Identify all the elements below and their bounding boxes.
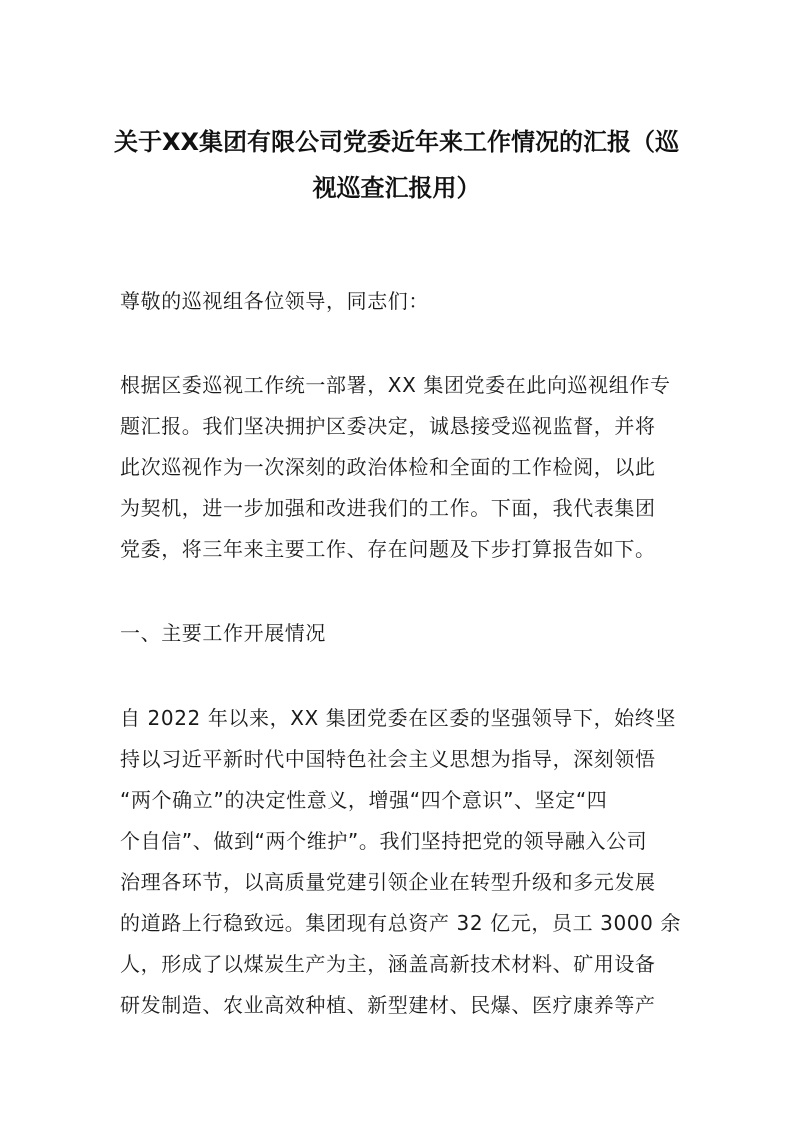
paragraph-2-line-4: 个自信”、做到“两个维护”。我们坚持把党的领导融入公司 <box>120 829 648 853</box>
paragraph-2-line-3: “两个确立”的决定性意义，增强“四个意识”、坚定“四 <box>120 788 608 812</box>
paragraph-2-line-1: 自 2022 年以来，XX 集团党委在区委的坚强领导下，始终坚 <box>120 706 676 730</box>
paragraph-1-line-1: 根据区委巡视工作统一部署，XX 集团党委在此向巡视组作专 <box>120 373 671 397</box>
paragraph-1-line-5: 党委，将三年来主要工作、存在问题及下步打算报告如下。 <box>120 537 656 561</box>
salutation: 尊敬的巡视组各位领导，同志们： <box>120 289 429 313</box>
document-title-line-1: 关于XX集团有限公司党委近年来工作情况的汇报（巡 <box>113 128 679 156</box>
section-heading: 一、主要工作开展情况 <box>120 621 326 645</box>
paragraph-2-line-5: 治理各环节，以高质量党建引领企业在转型升级和多元发展 <box>120 870 656 894</box>
paragraph-2-line-2: 持以习近平新时代中国特色社会主义思想为指导，深刻领悟 <box>120 747 656 771</box>
paragraph-1-line-2: 题汇报。我们坚决拥护区委决定，诚恳接受巡视监督，并将 <box>120 414 656 438</box>
paragraph-1-line-3: 此次巡视作为一次深刻的政治体检和全面的工作检阅，以此 <box>120 455 656 479</box>
paragraph-2-line-6: 的道路上行稳致远。集团现有总资产 32 亿元，员工 3000 余 <box>120 911 681 935</box>
paragraph-2-line-8: 研发制造、农业高效种植、新型建材、民爆、医疗康养等产 <box>120 993 656 1017</box>
paragraph-2-line-7: 人，形成了以煤炭生产为主，涵盖高新技术材料、矿用设备 <box>120 952 656 976</box>
document-title-line-2: 视巡查汇报用） <box>312 174 481 202</box>
paragraph-1-line-4: 为契机，进一步加强和改进我们的工作。下面，我代表集团 <box>120 496 656 520</box>
